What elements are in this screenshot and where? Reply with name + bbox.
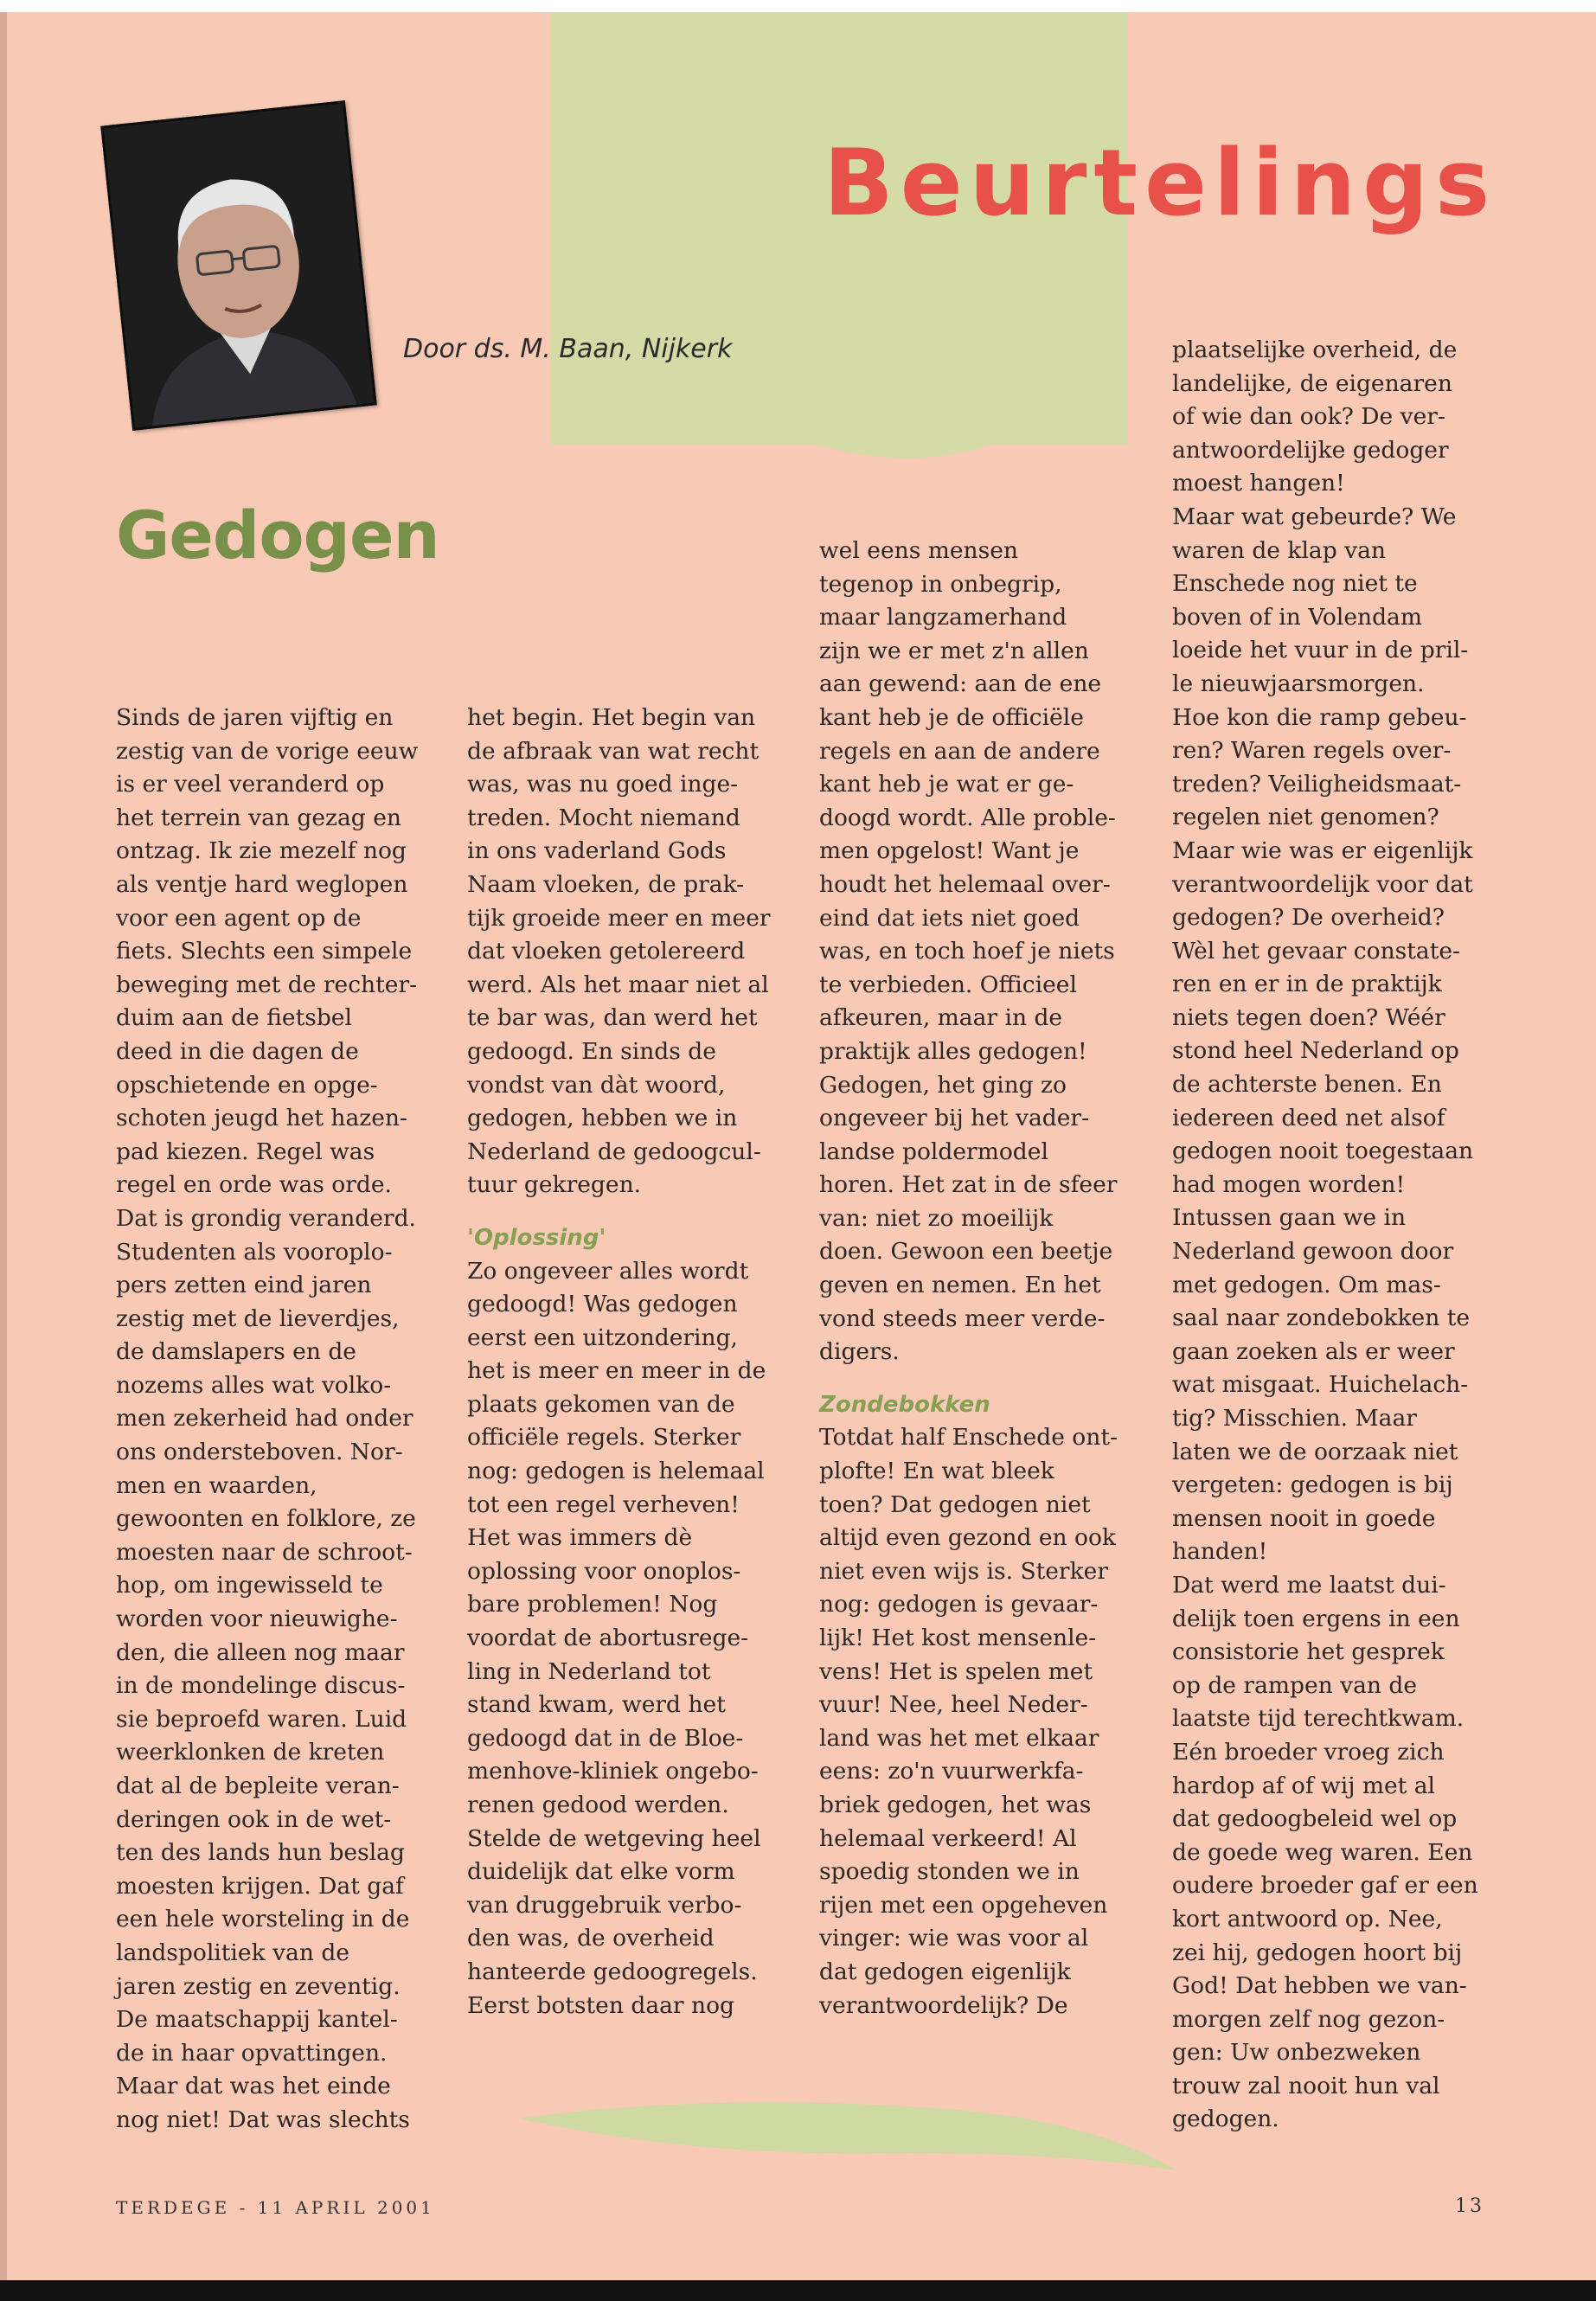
paragraph: wel eens mensen tegenop in onbegrip, maar langzamerhand zijn we er met z'n allen aan gewend: aan de ene kant heb je de officiële regels en aan de andere kant heb je wat er ge- doogd wordt. Alle proble- men opgelost! Want je houdt het helemaal over- eind dat iets niet goed was, en toch hoef je niets te verbieden. Officieel afkeuren, maar in de praktijk alles gedogen! Gedogen, het ging zo ongeveer bij het vader- landse poldermodel horen. Het zat in de sfeer van: niet zo moeilijk doen. Gewoon een beetje geven en nemen. En het vond steeds meer verde- digers. bbox=[819, 537, 1118, 1366]
green-accent-swoosh bbox=[484, 2084, 1194, 2188]
magazine-page bbox=[0, 12, 1596, 2280]
scan-border bbox=[0, 2280, 1596, 2301]
author-byline: Door ds. M. Baan, Nijkerk bbox=[403, 334, 733, 364]
publication-footer: TERDEGE - 11 APRIL 2001 bbox=[116, 2197, 435, 2218]
article-title: Gedogen bbox=[116, 497, 439, 574]
paragraph: Sinds de jaren vijftig en zestig van de vorige eeuw is er veel veranderd op het terrein van gezag en ontzag. Ik zie mezelf nog als ventje hard weglopen voor een agent op de fiets. Slechts een simpele beweging met de rechter- duim aan de fietsbel deed in die dagen de opschietende en opge- schoten jeugd het hazen- pad kiezen. Regel was regel en orde was orde. Dat is grondig veranderd. Studenten als vooroplo- pers zetten eind jaren zestig met de lieverdjes, de damslapers en de nozems alles wat volko- men zekerheid had onder ons ondersteboven. Nor- men en waarden, gewoonten en folklore, ze moesten naar de schroot- hop, om ingewisseld te worden voor nieuwighe- den, die alleen nog maar in de mondelinge discus- sie beproefd waren. Luid weerklonken de kreten dat al de bepleite veran- deringen ook in de wet- ten des lands hun beslag moesten krijgen. Dat gaf een hele worsteling in de landspolitiek van de jaren zestig en zeventig. De maatschappij kantel- de in haar opvattingen. Maar dat was het einde nog niet! Dat was slechts bbox=[116, 704, 419, 2133]
article-column-4 bbox=[1172, 334, 1518, 2137]
article-column-2 bbox=[467, 702, 813, 2022]
page-edge-shadow bbox=[0, 12, 7, 2280]
author-portrait-icon bbox=[104, 103, 375, 427]
subheading-oplossing: 'Oplossing' bbox=[467, 1224, 606, 1251]
paragraph: plaatselijke overheid, de landelijke, de eigenaren of wie dan ook? De ver- antwoordelijke gedoger moest hangen! Maar wat gebeurde? We waren de klap van Enschede nog niet te boven of in Volendam loeide het vuur in de pril- le nieuwjaarsmorgen. Hoe kon die ramp gebeu- ren? Waren regels over- treden? Veiligheidsmaat- regelen niet genomen? Maar wie was er eigenlijk verantwoordelijk voor dat gedogen? De overheid? Wèl het gevaar constate- ren en er in de praktijk niets tegen doen? Wéér stond heel Nederland op de achterste benen. En iedereen deed net alsof gedogen nooit toegestaan had mogen worden! Intussen gaan we in Nederland gewoon door met gedogen. Om mas- saal naar zondebokken te gaan zoeken als er weer wat misgaat. Huichelach- tig? Misschien. Maar laten we de oorzaak niet vergeten: gedogen is bij mensen nooit in goede handen! Dat werd me laatst dui- delijk toen ergens in een consistorie het gesprek op de rampen van de laatste tijd terechtkwam. Eén broeder vroeg zich hardop af of wij met al dat gedoogbeleid wel op de goede weg waren. Een oudere broeder gaf er een kort antwoord op. Nee, zei hij, gedogen hoort bij God! Dat hebben we van- morgen zelf nog gezon- gen: Uw onbezweken trouw zal nooit hun val gedogen. bbox=[1172, 336, 1478, 2133]
paragraph: Totdat half Enschede ont- plofte! En wat bleek toen? Dat gedogen niet altijd even gezond en ook niet even wijs is. Sterker nog: gedogen is gevaar- lijk! Het kost mensenle- vens! Het is spelen met vuur! Nee, heel Neder- land was het met elkaar eens: zo'n vuurwerkfa- briek gedogen, het was helemaal verkeerd! Al spoedig stonden we in rijen met een opgeheven vinger: wie was voor al dat gedogen eigenlijk verantwoordelijk? De bbox=[819, 1424, 1118, 2019]
page-number: 13 bbox=[1455, 2195, 1484, 2217]
subheading-zondebokken: Zondebokken bbox=[819, 1391, 990, 1418]
paragraph: het begin. Het begin van de afbraak van wat recht was, was nu goed inge- treden. Mocht niemand in ons vaderland Gods Naam vloeken, de prak- tijk groeide meer en meer dat vloeken getolereerd werd. Als het maar niet al te bar was, dan werd het gedoogd. En sinds de vondst van dàt woord, gedogen, hebben we in Nederland de gedoogcul- tuur gekregen. bbox=[467, 704, 771, 1199]
section-title: Beurtelings bbox=[824, 130, 1497, 236]
green-accent-curve bbox=[484, 254, 1142, 479]
paragraph: Zo ongeveer alles wordt gedoogd! Was gedogen eerst een uitzondering, het is meer en meer in de plaats gekomen van de officiële regels. Sterker nog: gedogen is helemaal tot een regel verheven! Het was immers dè oplossing voor onoplos- bare problemen! Nog voordat de abortusrege- ling in Nederland tot stand kwam, werd het gedoogd dat in de Bloe- menhove-kliniek ongebo- renen gedood werden. Stelde de wetgeving heel duidelijk dat elke vorm van druggebruik verbo- den was, de overheid hanteerde gedoogregels. Eerst botsten daar nog bbox=[467, 1257, 766, 2019]
article-column-1 bbox=[116, 702, 462, 2138]
author-photo bbox=[100, 100, 376, 431]
article-column-3 bbox=[819, 535, 1165, 2022]
